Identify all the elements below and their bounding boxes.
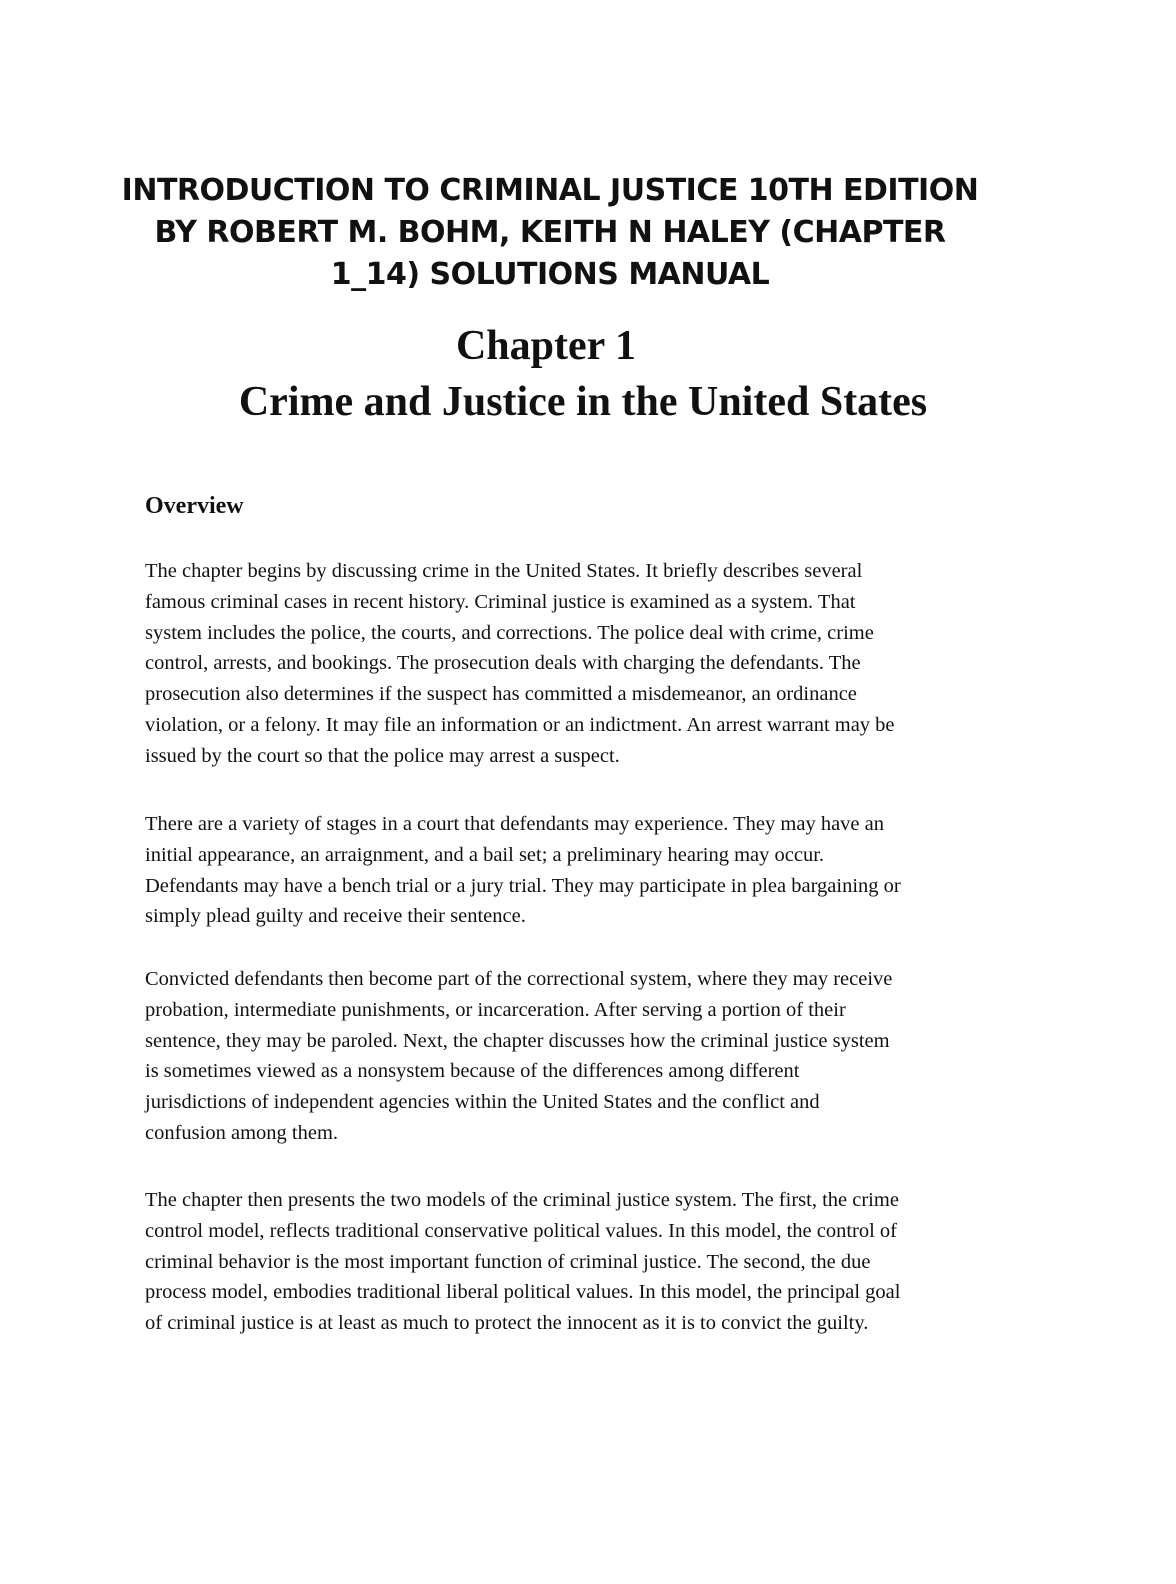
paragraph-line: is sometimes viewed as a nonsystem because of the differences among different	[145, 1060, 800, 1083]
corrections-paragraph	[145, 964, 1025, 1149]
paragraph-line: The chapter begins by discussing crime in the United States. It briefly describes several	[145, 560, 863, 582]
chapter-title: Crime and Justice in the United States	[238, 379, 928, 425]
chapter-number: Chapter 1	[455, 323, 637, 369]
paragraph-line: probation, intermediate punishments, or incarceration. After serving a portion of their	[145, 998, 846, 1021]
paragraph-line: process model, embodies traditional liberal political values. In this model, the principal goal	[145, 1281, 901, 1304]
paragraph-line: issued by the court so that the police may arrest a suspect.	[145, 744, 620, 767]
paragraph-line: control, arrests, and bookings. The prosecution deals with charging the defendants. The	[145, 652, 861, 675]
document-title-line: 1_14) SOLUTIONS MANUAL	[330, 257, 770, 292]
paragraph-line: system includes the police, the courts, and corrections. The police deal with crime, crime	[145, 621, 874, 644]
paragraph-line: violation, or a felony. It may file an information or an indictment. An arrest warrant may be	[145, 713, 895, 736]
paragraph-line: jurisdictions of independent agencies within the United States and the conflict and	[145, 1091, 820, 1114]
paragraph-line: simply plead guilty and receive their sentence.	[145, 905, 526, 928]
overview-paragraph	[145, 556, 1025, 772]
paragraph-line: Convicted defendants then become part of the correctional system, where they may receive	[145, 968, 893, 990]
paragraph-line: initial appearance, an arraignment, and a bail set; a preliminary hearing may occur.	[145, 843, 825, 866]
paragraph-line: Defendants may have a bench trial or a jury trial. They may participate in plea bargaining or	[145, 874, 901, 897]
paragraph-line: of criminal justice is at least as much to protect the innocent as it is to convict the guilty.	[145, 1312, 869, 1335]
paragraph-line: famous criminal cases in recent history. Criminal justice is examined as a system. That	[145, 590, 856, 613]
paragraph-line: prosecution also determines if the suspect has committed a misdemeanor, an ordinance	[145, 683, 857, 706]
paragraph-line: confusion among them.	[145, 1121, 339, 1144]
paragraph-line: control model, reflects traditional conservative political values. In this model, the control of	[145, 1219, 898, 1242]
court-stages-paragraph	[145, 809, 1025, 932]
paragraph-line: criminal behavior is the most important function of criminal justice. The second, the due	[145, 1250, 871, 1273]
paragraph-line: There are a variety of stages in a court that defendants may experience. They may have an	[145, 813, 884, 835]
document-title-line: INTRODUCTION TO CRIMINAL JUSTICE 10TH EDITION	[121, 173, 979, 208]
paragraph-line: sentence, they may be paroled. Next, the chapter discusses how the criminal justice system	[145, 1029, 890, 1052]
paragraph-line: The chapter then presents the two models of the criminal justice system. The first, the crime	[145, 1189, 899, 1211]
overview-heading: Overview	[145, 493, 244, 519]
document-title	[100, 170, 1000, 296]
models-paragraph	[145, 1185, 1025, 1339]
document-title-line: BY ROBERT M. BOHM, KEITH N HALEY (CHAPTER	[154, 215, 946, 250]
